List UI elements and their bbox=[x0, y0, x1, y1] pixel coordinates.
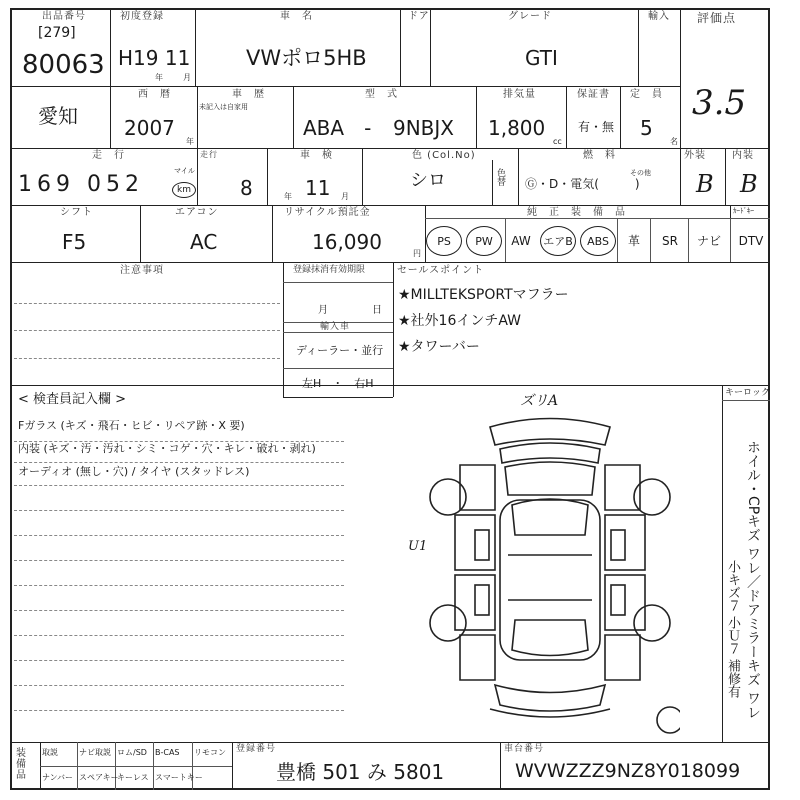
warranty-label: 保証書 bbox=[577, 89, 610, 100]
equipment-item: SR bbox=[662, 234, 678, 248]
mileage-label: 走 行 bbox=[92, 150, 125, 161]
equipment-item: PS bbox=[426, 226, 462, 256]
footer-item: キーレス bbox=[117, 773, 149, 782]
lot-label: 出品番号 bbox=[42, 11, 86, 22]
equipment-item: AW bbox=[511, 234, 531, 248]
equipment-item: ABS bbox=[580, 226, 616, 256]
recycle: 16,090 bbox=[312, 230, 382, 254]
model-code: 9NBJX bbox=[393, 116, 455, 140]
reg-day-mark: 日 bbox=[372, 305, 382, 316]
sales-point: ★社外16インチAW bbox=[398, 313, 522, 329]
vin: WVWZZZ9NZ8Y018099 bbox=[515, 760, 741, 782]
sales-point: ★MILLTEKSPORTマフラー bbox=[398, 287, 569, 303]
vin-label: 車台番号 bbox=[504, 744, 545, 754]
exterior-label: 外装 bbox=[684, 150, 706, 161]
mileage-status-label: 走行 bbox=[200, 150, 218, 159]
shift: F5 bbox=[62, 230, 87, 254]
inspection-month-mark: 月 bbox=[341, 192, 349, 201]
caution-label: 注意事項 bbox=[120, 265, 164, 276]
model-prefix: ABA - bbox=[303, 116, 372, 140]
aircon: AC bbox=[190, 230, 218, 254]
sales-label: セールスポイント bbox=[397, 265, 485, 276]
person-mark: 名 bbox=[670, 137, 678, 146]
displacement: 1,800 bbox=[488, 116, 546, 140]
footer-item: 取説 bbox=[42, 748, 58, 757]
fuel-label: 燃 料 bbox=[583, 150, 616, 161]
inspection-year: 8 bbox=[240, 176, 253, 200]
first-reg-value: H19 11 bbox=[118, 46, 191, 70]
equipment-label: 純 正 装 備 品 bbox=[527, 207, 626, 218]
footer-item: ナンバー bbox=[42, 773, 74, 782]
color-change-label: 色替 bbox=[497, 169, 507, 188]
grade-label: グレード bbox=[508, 11, 552, 22]
inspector-line3: オーディオ (無し・穴) / タイヤ (スタッドレス) bbox=[18, 465, 250, 478]
shift-label: シフト bbox=[60, 207, 93, 218]
key-label: キーロック bbox=[725, 388, 770, 398]
lot-bracket: [279] bbox=[38, 25, 76, 41]
exterior: B bbox=[696, 170, 714, 198]
steering: 左H ・ 右H bbox=[302, 377, 374, 390]
lot-number: 80063 bbox=[22, 50, 105, 80]
plate-label: 登録番号 bbox=[236, 744, 277, 754]
cc-mark: cc bbox=[553, 137, 562, 146]
inspector-title: < 検査員記入欄 > bbox=[18, 392, 127, 407]
mark-left: U1 bbox=[408, 539, 428, 554]
equipment-item: エアB bbox=[540, 226, 576, 256]
side-note-1: ホイル・CPキズ ワレ／ドアミラーキズ ワレ bbox=[745, 440, 761, 720]
equipment-item: 革 bbox=[627, 234, 640, 248]
footer-item: スマートキー bbox=[155, 773, 203, 782]
side-note-2: 小キズ７ 小Ｕ７ 補修有 bbox=[725, 560, 740, 699]
warranty: 有・無 bbox=[578, 120, 615, 134]
plate: 豊橋 501 み 5801 bbox=[276, 760, 445, 784]
sales-point: ★タワーバー bbox=[398, 339, 480, 355]
footer-item: スペアキー bbox=[79, 773, 119, 782]
fuel: Ⓖ・D・電気( ) bbox=[525, 177, 640, 191]
history-note: 未記入は自家用 bbox=[199, 103, 248, 111]
equipment-item: DTV bbox=[738, 234, 764, 248]
score: 3.5 bbox=[692, 83, 747, 123]
model-year-label: 西 暦 bbox=[138, 89, 171, 100]
region: 愛知 bbox=[38, 104, 78, 128]
model-label: 型 式 bbox=[365, 89, 398, 100]
dealer-parallel: ディーラー・並行 bbox=[296, 344, 384, 357]
footer-item: ロム/SD bbox=[117, 748, 147, 757]
equipment-item: ナビ bbox=[696, 234, 721, 248]
capacity: 5 bbox=[640, 116, 653, 140]
car-name-label: 車 名 bbox=[280, 11, 313, 22]
first-reg-year-mark: 年 bbox=[155, 73, 163, 82]
grade: GTI bbox=[525, 46, 558, 70]
import-label: 輸入 bbox=[648, 11, 670, 22]
capacity-label: 定 員 bbox=[630, 89, 663, 100]
history-label: 車 歴 bbox=[232, 89, 265, 100]
km-unit: km bbox=[172, 182, 196, 198]
interior-label: 内装 bbox=[732, 150, 754, 161]
footer-item: B-CAS bbox=[155, 748, 180, 757]
reg-deadline-label: 登録抹消有効期限 bbox=[293, 265, 366, 275]
extra-label: ｶｰﾄﾞｷｰ bbox=[733, 207, 754, 215]
first-reg-month-mark: 月 bbox=[183, 73, 191, 82]
mileage: 169 052 bbox=[18, 172, 144, 197]
mile-unit: マイル bbox=[174, 167, 195, 175]
equipment-check-label: 装備品 bbox=[16, 748, 26, 781]
inspector-line2: 内装 (キズ・汚・汚れ・シミ・コゲ・穴・キレ・破れ・剥れ) bbox=[18, 442, 316, 455]
inspection-year-mark: 年 bbox=[284, 192, 292, 201]
equipment-item: PW bbox=[466, 226, 502, 256]
car-diagram bbox=[420, 405, 680, 735]
color-label: 色 (Col.No) bbox=[412, 150, 476, 161]
reg-month-mark: 月 bbox=[318, 305, 328, 316]
import-type-label: 輸入車 bbox=[320, 322, 351, 332]
yen-mark: 円 bbox=[413, 249, 421, 258]
footer-item: ナビ取説 bbox=[79, 748, 111, 757]
model-year-mark: 年 bbox=[186, 137, 194, 146]
score-label: 評価点 bbox=[697, 11, 737, 25]
door-label: ドア bbox=[408, 11, 430, 22]
inspection-month: 11 bbox=[305, 176, 331, 200]
interior: B bbox=[740, 170, 758, 198]
aircon-label: エアコン bbox=[175, 207, 219, 218]
mark-top: ズリA bbox=[520, 393, 559, 409]
first-reg-label: 初度登録 bbox=[120, 11, 164, 22]
recycle-label: リサイクル預託金 bbox=[284, 207, 371, 218]
car-name: VWポロ5HB bbox=[246, 46, 367, 70]
fuel-other: その他 bbox=[630, 169, 651, 177]
inspector-line1: Fガラス (キズ・飛石・ヒビ・リペア跡・X 要) bbox=[18, 419, 245, 432]
model-year: 2007 bbox=[124, 116, 175, 140]
color: シロ bbox=[410, 170, 446, 191]
inspection-label: 車 検 bbox=[300, 150, 333, 161]
footer-item: リモコン bbox=[194, 748, 226, 757]
displacement-label: 排気量 bbox=[503, 89, 536, 100]
